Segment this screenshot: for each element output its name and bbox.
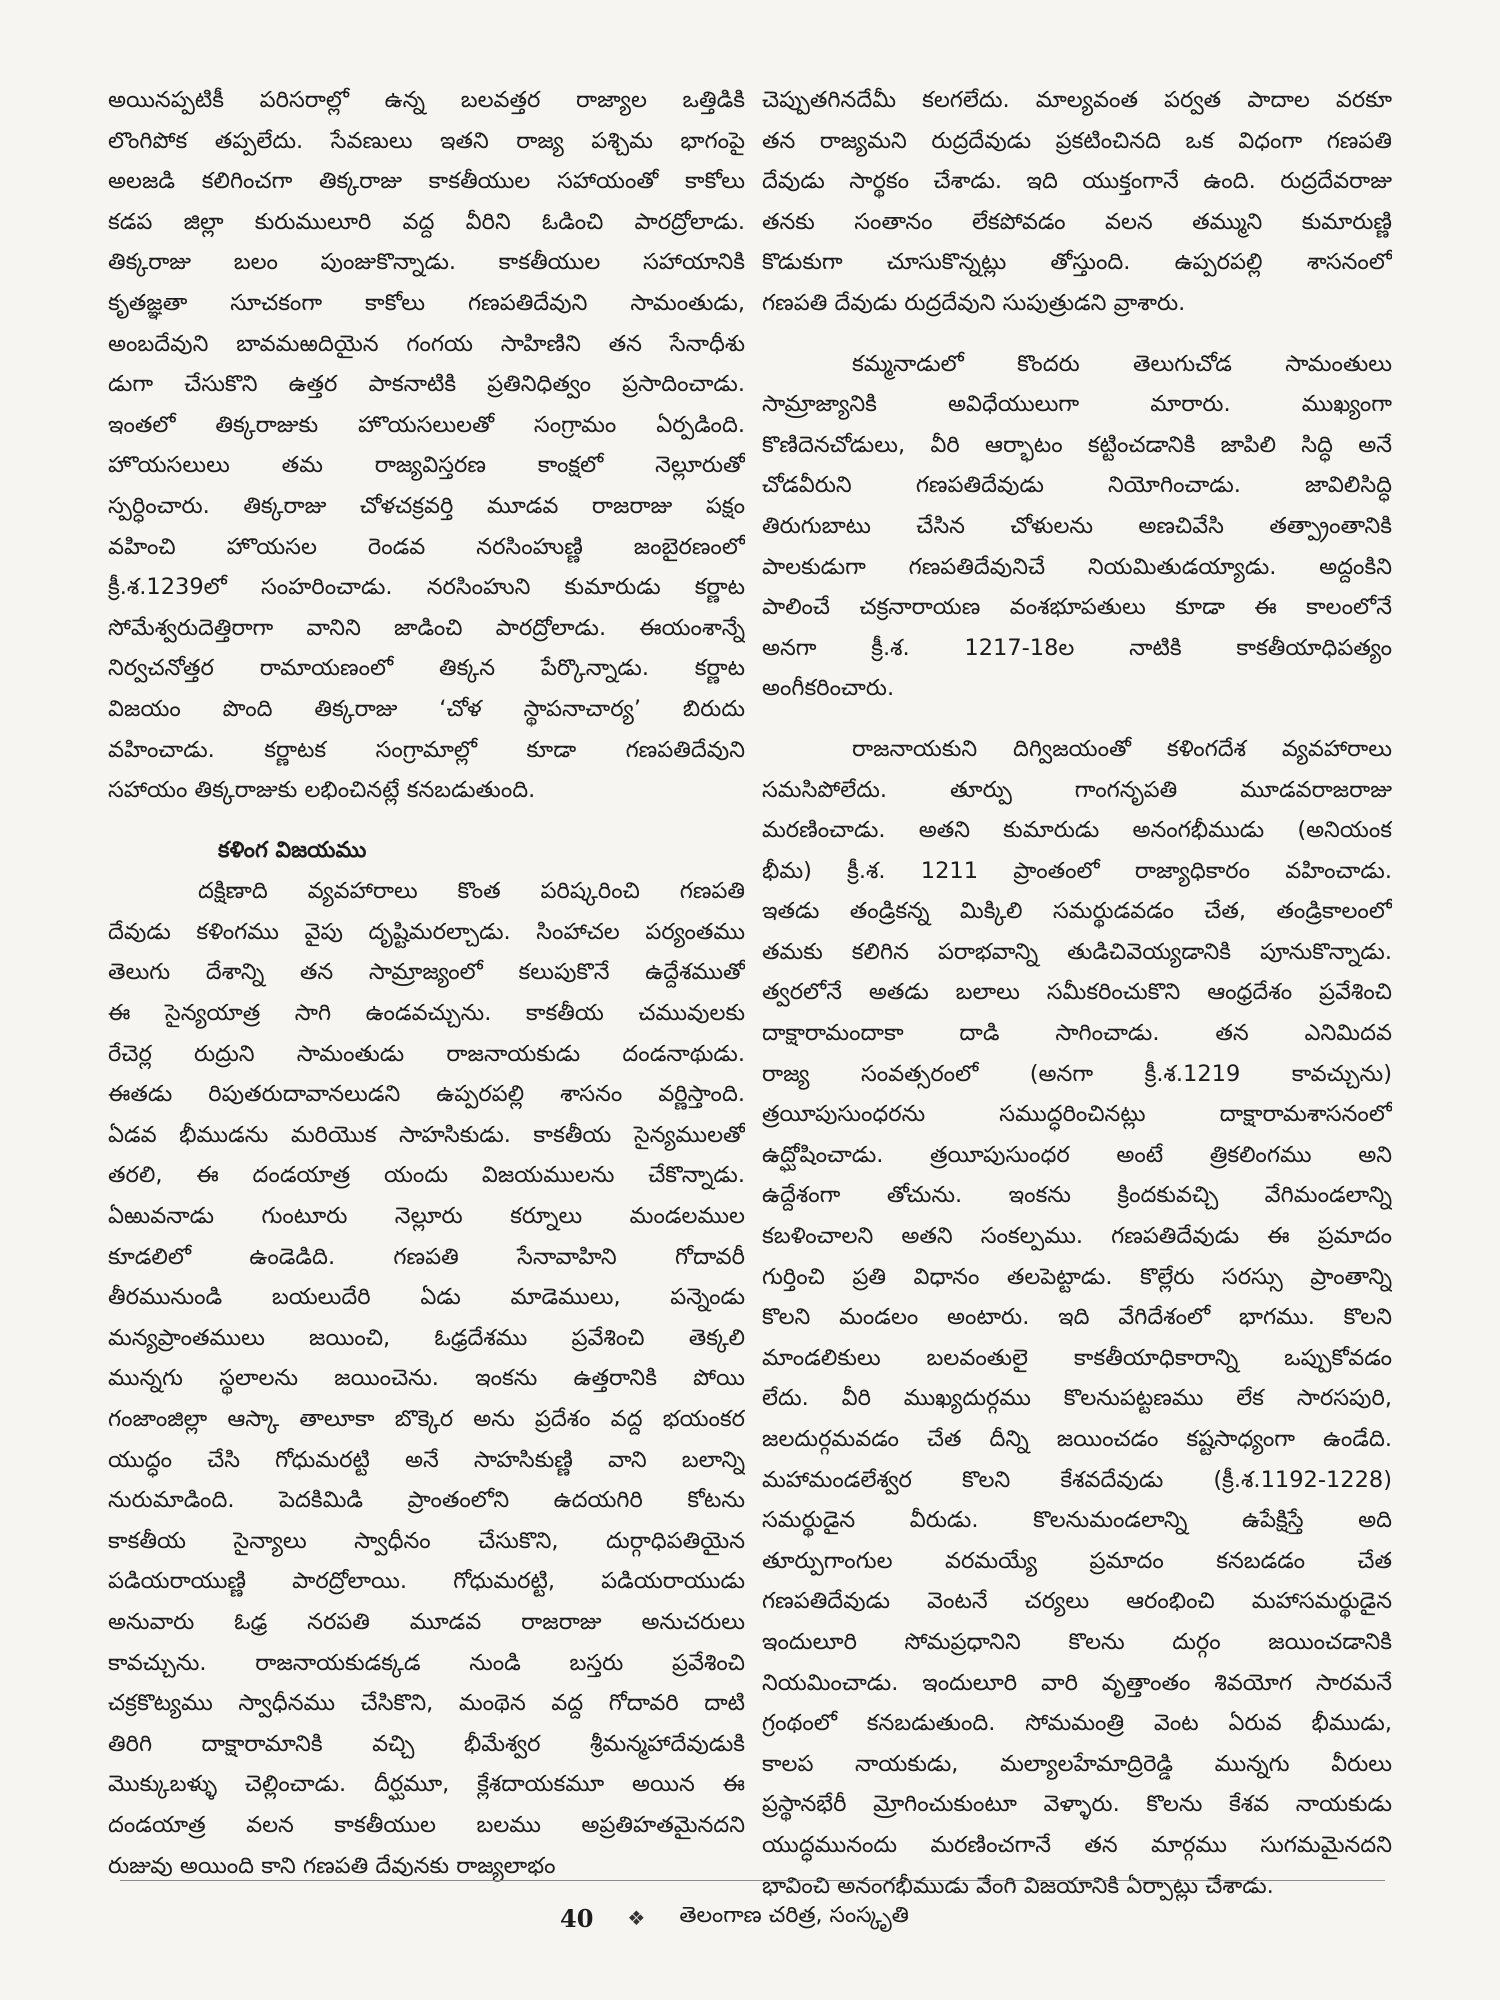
- text-line: కాలప నాయకుడు, మల్యాలహేమాద్రిరెడ్డి మున్నగు వీరులు: [762, 1750, 1392, 1777]
- text-line: చోడవీరుని గణపతిదేవుడు నియోగించాడు. జావిలిసిద్ధి: [762, 472, 1392, 499]
- text-line: డుగా చేసుకొని ఉత్తర పాకనాటికి ప్రతినిధిత్వం ప్రసాదించాడు.: [108, 371, 745, 398]
- text-line: సమర్థుడైన వీరుడు. కొలనుమండలాన్ని ఉపేక్షిస్తే అది: [762, 1507, 1392, 1534]
- text-line: భావించి అనంగభీముడు వేంగి విజయానికి ఏర్పాట్లు చేశాడు.: [762, 1872, 1274, 1899]
- text-line: ఇందులూరి సోమప్రధానిని కొలను దుర్గం జయించడానికి: [762, 1628, 1392, 1655]
- text-line: మొక్కుబళ్ళు చెల్లించాడు. దీర్ఘమూ, క్లేశదాయకమూ అయిన ఈ: [108, 1771, 745, 1798]
- text-line: భీమ) క్రీ.శ. 1211 ప్రాంతంలో రాజ్యాధికారం వహించాడు.: [762, 857, 1392, 884]
- text-line: గ్రంథంలో కనబడుతుంది. సోమమంత్రి వెంట ఏరువ భీముడు,: [762, 1710, 1392, 1737]
- text-line: మాండలికులు బలవంతులై కాకతీయాధికారాన్ని ఒప్పుకోవడం: [762, 1344, 1392, 1371]
- text-line: ఈ సైన్యయాత్ర సాగి ఉండవచ్చును. కాకతీయ చమువులకు: [108, 1000, 745, 1027]
- text-line: దాక్షారామందాకా దాడి సాగించాడు. తన ఎనిమిదవ: [762, 1020, 1392, 1047]
- text-line: తిరుగుబాటు చేసిన చోళులను అణచివేసి తత్ప్రాంతానికి: [762, 512, 1392, 539]
- text-line: నియమించాడు. ఇందులూరి వారి వృత్తాంతం శివయోగ సారమనే: [762, 1669, 1392, 1696]
- book-title: తెలంగాణ చరిత్ర, సంస్కృతి: [679, 1903, 909, 1928]
- text-line: కడప జిల్లా కురుములూరి వద్ద వీరిని ఓడించి పారద్రోలాడు.: [108, 208, 745, 235]
- text-line: క్రీ.శ.1239లో సంహరించాడు. నరసింహుని కుమారుడు కర్ణాట: [108, 574, 745, 601]
- text-line: తనకు సంతానం లేకపోవడం వలన తమ్ముని కుమారుణ్ణి: [762, 208, 1392, 235]
- text-line: అంగీకరించారు.: [762, 675, 895, 702]
- text-line: పాలకుడుగా గణపతిదేవునిచే నియమితుడయ్యాడు. అద్దంకిని: [762, 553, 1392, 580]
- text-line: కృతజ్ఞతా సూచకంగా కాకోలు గణపతిదేవుని సామంతుడు,: [108, 289, 745, 316]
- text-line: గణపతిదేవుడు వెంటనే చర్యలు ఆరంభించి మహాసమర్థుడైన: [762, 1588, 1392, 1615]
- text-line: తెలుగు దేశాన్ని తన సామ్రాజ్యంలో కలుపుకొనే ఉద్దేశముతో: [108, 959, 745, 986]
- text-line: నురుమాడింది. పెదకిమిడి ప్రాంతంలోని ఉదయగిరి కోటను: [108, 1487, 745, 1514]
- text-line: మహామండలేశ్వర కొలని కేశవదేవుడు (క్రీ.శ.1192-1228): [762, 1466, 1392, 1493]
- text-line: కబళించాలని అతని సంకల్పము. గణపతిదేవుడు ఈ ప్రమాదం: [762, 1223, 1392, 1250]
- section-heading: కళింగ విజయము: [218, 837, 367, 863]
- text-line: సమసిపోలేదు. తూర్పు గాంగనృపతి మూడవరాజరాజు: [762, 776, 1392, 803]
- text-line: అలజడి కలిగించగా తిక్కరాజు కాకతీయుల సహాయంతో కాకోలు: [108, 168, 745, 195]
- text-line: ఏడవ భీముడను మరియొక సాహసికుడు. కాకతీయ సైన్యములతో: [108, 1121, 745, 1148]
- text-line: తన రాజ్యమని రుద్రదేవుడు ప్రకటించినది ఒక విధంగా గణపతి: [762, 127, 1392, 154]
- text-line: దేవుడు సార్థకం చేశాడు. ఇది యుక్తంగానే ఉంది. రుద్రదేవరాజు: [762, 168, 1392, 195]
- text-line: నిర్వచనోత్తర రామాయణంలో తిక్కన పేర్కొన్నాడు. కర్ణాట: [108, 655, 745, 682]
- text-line: కమ్మనాడులో కొందరు తెలుగుచోడ సామంతులు: [852, 350, 1392, 377]
- text-line: తూర్పుగాంగుల వరమయ్యే ప్రమాదం కనబడడం చేత: [762, 1547, 1392, 1574]
- text-line: దేవుడు కళింగము వైపు దృష్టిమరల్చాడు. సింహాచల పర్యంతము: [108, 918, 745, 945]
- text-line: మన్యప్రాంతములు జయించి, ఓఢ్రదేశము ప్రవేశించి తెక్కలి: [108, 1324, 745, 1351]
- text-line: లొంగిపోక తప్పలేదు. సేవణులు ఇతని రాజ్య పశ్చిమ భాగంపై: [108, 127, 745, 154]
- footer-divider: [120, 1880, 1385, 1881]
- text-line: యుద్ధమునందు మరణించగానే తన మార్గము సుగమమైనదని: [762, 1831, 1392, 1858]
- page-footer: [560, 1903, 909, 1933]
- paragraph-gap: [108, 811, 745, 831]
- text-line: తరలి, ఈ దండయాత్ర యందు విజయములను చేకొన్నాడు.: [108, 1162, 745, 1189]
- page-number: 40: [560, 1903, 594, 1933]
- text-line: లేదు. వీరి ముఖ్యదుర్గము కొలనుపట్టణము లేక సారసపురి,: [762, 1385, 1392, 1412]
- text-line: విజయం పొంది తిక్కరాజు ‘చోళ స్థాపనాచార్య’ బిరుదు: [108, 695, 745, 722]
- text-line: వహించాడు. కర్ణాటక సంగ్రామాల్లో కూడా గణపతిదేవుని: [108, 736, 745, 763]
- text-line: అనువారు ఓఢ్ర నరపతి మూడవ రాజరాజు అనుచరులు: [108, 1608, 745, 1635]
- text-line: దక్షిణాది వ్యవహారాలు కొంత పరిష్కరించి గణపతి: [198, 878, 745, 905]
- text-line: యుద్ధం చేసి గోధుమరట్టి అనే సాహసికుణ్ణి వాని బలాన్ని: [108, 1446, 745, 1473]
- text-line: తమకు కలిగిన పరాభవాన్ని తుడిచివెయ్యడానికి పూనుకొన్నాడు.: [762, 938, 1392, 965]
- text-line: గంజాంజిల్లా ఆస్కా తాలూకా బొక్కెర అను ప్రదేశం వద్ద భయంకర: [108, 1406, 745, 1432]
- text-line: ప్రస్థానభేరీ మ్రోగించుకుంటూ వెళ్ళారు. కొలను కేశవ నాయకుడు: [762, 1791, 1392, 1818]
- text-line: కావచ్చును. రాజనాయకుడక్కడ నుండి బస్తరు ప్రవేశించి: [108, 1649, 745, 1676]
- text-line: గణపతి దేవుడు రుద్రదేవుని సుపుత్రుడని వ్రాశారు.: [762, 289, 1186, 316]
- text-line: కొలని మండలం అంటారు. ఇది వేగిదేశంలో భాగము. కొలని: [762, 1304, 1392, 1331]
- text-line: తీరమునుండి బయలుదేరి ఏడు మాడెములు, పన్నెండు: [108, 1284, 745, 1311]
- text-line: రాజనాయకుని దిగ్విజయంతో కళింగదేశ వ్యవహారాలు: [852, 735, 1392, 762]
- text-line: సోమేశ్వరుదెత్తిరాగా వానిని జాడించి పారద్రోలాడు. ఈయంశాన్నే: [108, 614, 745, 641]
- text-line: రాజ్య సంవత్సరంలో (అనగా క్రీ.శ.1219 కావచ్చును): [762, 1060, 1392, 1087]
- text-line: పాలించే చక్రనారాయణ వంశభూపతులు కూడా ఈ కాలంలోనే: [762, 594, 1392, 621]
- right-column: [762, 80, 1392, 1906]
- text-line: కొణిదెనచోడులు, వీరి ఆర్భాటం కట్టించడానికి జాపిలి సిద్ధి అనే: [762, 431, 1392, 458]
- text-line: ఇతడు తండ్రికన్న మిక్కిలి సమర్థుడవడం చేత, తండ్రికాలంలో: [762, 898, 1392, 925]
- text-line: దండయాత్ర వలన కాకతీయుల బలము అప్రతిహతమైనదని: [108, 1811, 745, 1838]
- text-line: కొడుకుగా చూసుకొన్నట్లు తోస్తుంది. ఉప్పరపల్లి శాసనంలో: [762, 249, 1392, 276]
- text-line: త్వరలోనే అతడు బలాలు సమీకరించుకొని ఆంధ్రదేశం ప్రవేశించి: [762, 979, 1392, 1006]
- text-line: తిరిగి దాక్షారామానికి వచ్చి భీమేశ్వర శ్రీమన్మహాదేవుడుకి: [108, 1730, 745, 1757]
- paragraph-gap: [762, 324, 1392, 344]
- text-line: అంబదేవుని బావమఱదియైన గంగయ సాహిణిని తన సేనాధీశు: [108, 330, 745, 357]
- text-line: స్పర్ధించారు. తిక్కరాజు చోళచక్రవర్తి మూడవ రాజరాజు పక్షం: [108, 492, 745, 519]
- text-line: గుర్తించి ప్రతి విధానం తలపెట్టాడు. కొల్లేరు సరస్సు ప్రాంతాన్ని: [762, 1263, 1392, 1290]
- text-line: కూడలిలో ఉండెడిది. గణపతి సేనావాహిని గోదావరీ: [108, 1243, 745, 1270]
- text-line: ఉద్దేశంగా తోచును. ఇంకను క్రిందకువచ్చి వేగిమండలాన్ని: [762, 1182, 1392, 1209]
- text-line: కాకతీయ సైన్యాలు స్వాధీనం చేసుకొని, దుర్గాధిపతియైన: [108, 1527, 745, 1554]
- text-line: పడియరాయుణ్ణి పారద్రోలాయి. గోధుమరట్టి, పడియరాయుడు: [108, 1568, 745, 1595]
- text-line: తిక్కరాజు బలం పుంజుకొన్నాడు. కాకతీయుల సహాయానికి: [108, 249, 745, 276]
- text-line: వహించి హొయసల రెండవ నరసింహుణ్ణి జంబైరణంలో: [108, 533, 745, 560]
- text-line: ఈతడు రిపుతరుదావానలుడని ఉప్పరపల్లి శాసనం వర్ణిస్తాంది.: [108, 1081, 745, 1108]
- text-line: త్రయీపుసుంధరను సముద్ధరించినట్లు దాక్షారామశాసనంలో: [762, 1101, 1392, 1128]
- text-line: మున్నగు స్థలాలను జయించెను. ఇంకను ఉత్తరానికి పోయి: [108, 1365, 745, 1392]
- text-line: ఉద్ఘోషించాడు. త్రయీపుసుంధర అంటే త్రికలింగము అని: [762, 1141, 1392, 1168]
- text-line: సామ్రాజ్యానికి అవిధేయులుగా మారారు. ముఖ్యంగా: [762, 391, 1392, 418]
- text-line: హొయసలులు తమ రాజ్యవిస్తరణ కాంక్షలో నెల్లూరుతో: [108, 452, 745, 479]
- text-line: అయినప్పటికీ పరిసరాల్లో ఉన్న బలవత్తర రాజ్యాల ఒత్తిడికి: [108, 87, 745, 113]
- text-line: చెప్పుతగినదేమీ కలగలేదు. మాల్యవంత పర్వత పాదాల వరకూ: [762, 87, 1392, 113]
- text-line: రుజువు అయింది కాని గణపతి దేవునకు రాజ్యలాభం: [108, 1852, 556, 1879]
- paragraph-gap: [762, 709, 1392, 729]
- text-line: జలదుర్గమవడం చేత దీన్ని జయించడం కష్టసాధ్యంగా ఉండేది.: [762, 1426, 1392, 1452]
- text-line: ఏఱువనాడు గుంటూరు నెల్లూరు కర్నూలు మండలముల: [108, 1203, 745, 1230]
- text-line: రేచెర్ల రుద్రుని సామంతుడు రాజనాయకుడు దండనాథుడు.: [108, 1040, 745, 1067]
- left-column: [108, 80, 745, 1886]
- text-line: ఇంతలో తిక్కరాజుకు హొయసలులతో సంగ్రామం ఏర్పడింది.: [108, 411, 745, 438]
- diamond-separator-icon: ❖: [627, 1906, 646, 1930]
- text-line: అనగా క్రీ.శ. 1217-18ల నాటికి కాకతీయాధిపత్యం: [762, 634, 1392, 661]
- text-line: మరణించాడు. అతని కుమారుడు అనంగభీముడు (అనియంక: [762, 817, 1392, 844]
- text-line: సహాయం తిక్కరాజుకు లభించినట్లే కనబడుతుంది.: [108, 777, 536, 804]
- text-line: చక్రకొట్యము స్వాధీనము చేసికొని, మంథెన వద్ద గోదావరి దాటి: [108, 1690, 745, 1717]
